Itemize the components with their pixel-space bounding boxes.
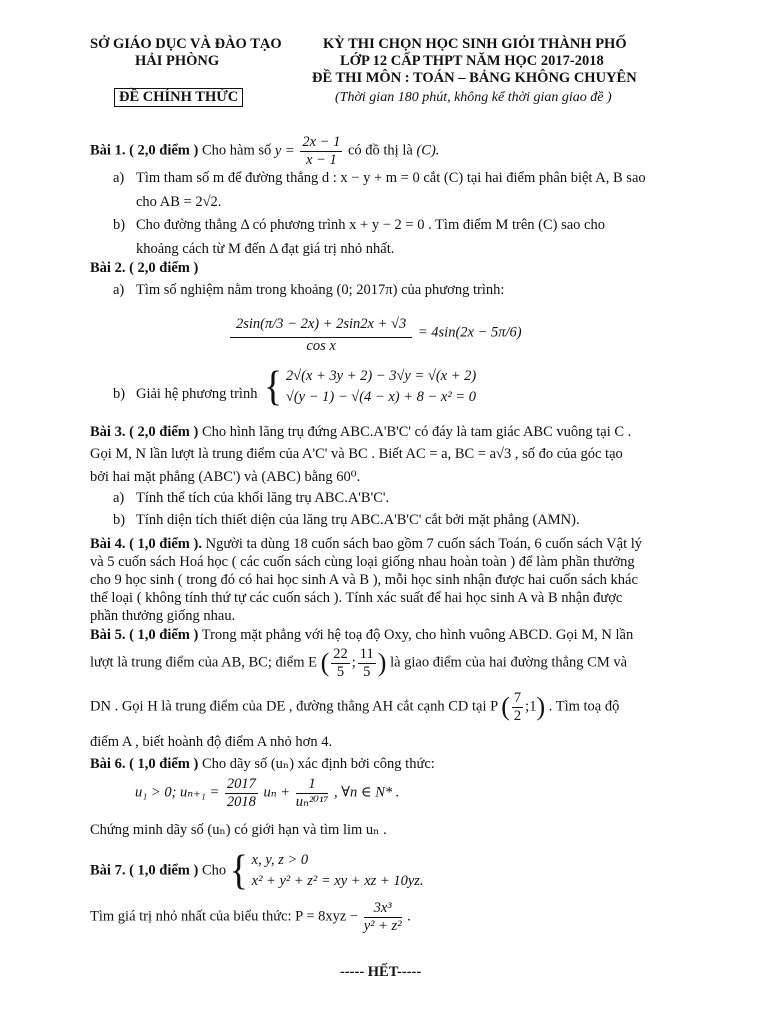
exam-grade: LỚP 12 CẤP THPT NĂM HỌC 2017-2018 xyxy=(340,53,604,69)
expression-numerator: 3x³ xyxy=(364,900,402,918)
system-eq-2: √(y − 1) − √(4 − x) + 8 − x² = 0 xyxy=(285,389,476,406)
problem-3a-text: Tính thể tích của khối lăng trụ ABC.A'B'C'. xyxy=(136,490,390,506)
problem-3-line3: bởi hai mặt phẳng (ABC') và (ABC) bằng 60⁰. xyxy=(90,469,361,485)
formula-end: , ∀n ∈ N* . xyxy=(334,784,400,801)
expression-denominator: y² + z² xyxy=(363,917,402,934)
problem-2a-label: a) xyxy=(113,282,125,298)
problem-1a-line1: Tìm tham số m để đường thẳng d : x − y + m = 0 cắt (C) tại hai điểm phân biệt A, B sao xyxy=(136,170,646,186)
problem-3-text-1: Cho hình lăng trụ đứng ABC.A'B'C' có đáy là tam giác ABC vuông tại C . xyxy=(201,424,632,440)
problem-5-text-2b: là giao điểm của hai đường thẳng CM và xyxy=(390,654,628,671)
formula-frac-den: 2018 xyxy=(226,793,256,810)
point-e-y-den: 5 xyxy=(363,663,371,680)
problem-4-line1 xyxy=(90,536,642,553)
problem-5-line1 xyxy=(90,627,633,644)
problem-1a-label: a) xyxy=(113,170,125,186)
problem-1-intro-end: có đồ thị là xyxy=(347,142,413,159)
point-p-x-den: 2 xyxy=(513,707,522,724)
formula-frac2-den: uₙ²⁰¹⁷ xyxy=(295,793,329,810)
problem-1-intro-text: Cho hàm số xyxy=(201,142,272,159)
problem-7-ask-text: Tìm giá trị nhỏ nhất của biểu thức: P = 8xyz − xyxy=(90,908,359,925)
equation-numerator: 2sin(π/3 − 2x) + 2sin2x + √3 xyxy=(230,312,412,338)
department-city: HẢI PHÒNG xyxy=(135,53,220,69)
formula-frac2-num: 1 xyxy=(296,776,329,794)
problem-5-text-3a: DN . Gọi H là trung điểm của DE , đường thẳng AH cắt cạnh CD tại P xyxy=(90,698,498,715)
problem-5-text-3b: . Tìm toạ độ xyxy=(548,698,620,715)
problem-6-line1 xyxy=(90,756,435,773)
problem-6-intro: Cho dãy số (uₙ) xác định bởi công thức: xyxy=(201,756,435,772)
problem-3-line2: Gọi M, N lần lượt là trung điểm của A'C' và BC . Biết AC = a, BC = a√3 , số đo của góc tạo xyxy=(90,446,623,462)
problem-1b-label: b) xyxy=(113,217,126,233)
problem-5-line4: điểm A , biết hoành độ điểm A nhỏ hơn 4. xyxy=(90,734,333,750)
point-e-y-num: 11 xyxy=(359,646,374,662)
problem-4-line3: cho 9 học sinh ( trong đó có hai học sinh A và B ), mỗi học sinh nhận được hai cuốn sách khác xyxy=(90,572,638,588)
problem-1a-line2: cho AB = 2√2. xyxy=(136,194,222,210)
trig-equation xyxy=(228,312,522,354)
problem-2b-label: b) xyxy=(113,386,126,402)
problem-4-text-1: Người ta dùng 18 cuốn sách bao gồm 7 cuốn sách Toán, 6 cuốn sách Vật lý xyxy=(205,536,642,552)
problem-3-line1 xyxy=(90,424,631,441)
problem-5-line2: lượt là trung điểm của AB, BC; điểm E ( $\frac{22}{5}$ ; $\frac{11}{5}$ ) là giao điểm của hai đường thẳng CM và xyxy=(90,646,628,680)
problem-3b-text: Tính diện tích thiết diện của lăng trụ ABC.A'B'C' cắt bởi mặt phẳng (AMN). xyxy=(136,512,580,528)
problem-4-line2: và 5 cuốn sách Hoá học ( các cuốn sách cùng loại giống nhau hoàn toàn ) để làm phần thưởng xyxy=(90,554,635,570)
formula-lhs: u₁ > 0; uₙ₊₁ = xyxy=(135,784,220,801)
condition-1: x, y, z > 0 xyxy=(251,852,309,868)
problem-1-heading: Bài 1. ( 2,0 điểm ) xyxy=(90,142,199,159)
problem-7-line1: Bài 7. ( 1,0 điểm ) Cho { x, y, z > 0 x² + y² + z² = xy + xz + 10yz. xyxy=(90,847,424,895)
point-e-x-den: 5 xyxy=(336,663,345,680)
problem-4-heading: Bài 4. ( 1,0 điểm ). xyxy=(90,536,202,552)
problem-4-line4: thể loại ( không tính thứ tự các cuốn sách ). Tính xác suất để hai học sinh A và B nhận được xyxy=(90,590,623,606)
problem-2-heading: Bài 2. ( 2,0 điểm ) xyxy=(90,260,199,276)
condition-2: x² + y² + z² = xy + xz + 10yz. xyxy=(251,873,424,890)
exam-subject: ĐỀ THI MÔN : TOÁN – BẢNG KHÔNG CHUYÊN xyxy=(312,70,637,86)
problem-6-heading: Bài 6. ( 1,0 điểm ) xyxy=(90,756,199,772)
function-formula: y = $\frac{2x - 1}{x - 1}$ xyxy=(274,134,341,168)
system-eq-1: 2√(x + 3y + 2) − 3√y = √(x + 2) xyxy=(285,368,477,384)
sequence-formula xyxy=(135,776,399,810)
problem-5-line3: DN . Gọi H là trung điểm của DE , đường thẳng AH cắt cạnh CD tại P ( $\frac{7}{2}$ ;1) . Tìm toạ độ xyxy=(90,690,620,724)
problem-7-intro: Cho xyxy=(201,862,227,879)
problem-3b-label: b) xyxy=(113,512,126,528)
point-p-x-num: 7 xyxy=(513,690,522,706)
problem-1b-line1: Cho đường thẳng Δ có phương trình x + y − 2 = 0 . Tìm điểm M trên (C) sao cho xyxy=(136,217,605,233)
exam-title: KỲ THI CHỌN HỌC SINH GIỎI THÀNH PHỐ xyxy=(323,36,627,52)
problem-7-ask-end: . xyxy=(407,908,411,925)
problem-1-intro: Bài 1. ( 2,0 điểm ) Cho hàm số y = $\frac{2x - 1}{x - 1}$ có đồ thị là (C). xyxy=(90,134,440,168)
point-p-y: 1 xyxy=(529,698,537,715)
exam-time: (Thời gian 180 phút, không kể thời gian giao đề ) xyxy=(335,90,612,105)
problem-6-conclusion: Chứng minh dãy số (uₙ) có giới hạn và tìm lim uₙ . xyxy=(90,822,387,838)
point-e-x-num: 22 xyxy=(333,646,348,662)
equation-denominator: cos x xyxy=(306,337,336,354)
problem-2a-text: Tìm số nghiệm nằm trong khoảng (0; 2017π) của phương trình: xyxy=(136,282,505,298)
equation-system: { 2√(x + 3y + 2) − 3√y = √(x + 2) √(y − 1) − √(4 − x) + 8 − x² = 0 xyxy=(264,363,477,411)
problem-5-text-1: Trong mặt phẳng với hệ toạ độ Oxy, cho hình vuông ABCD. Gọi M, N lần xyxy=(201,627,634,643)
problem-7-heading: Bài 7. ( 1,0 điểm ) xyxy=(90,862,199,879)
problem-5-heading: Bài 5. ( 1,0 điểm ) xyxy=(90,627,199,643)
problem-7-ask xyxy=(90,900,411,934)
formula-frac-num: 2017 xyxy=(226,776,256,792)
official-stamp: ĐỀ CHÍNH THỨC xyxy=(114,88,243,107)
problem-4-line5: phần thưởng giống nhau. xyxy=(90,608,236,624)
problem-3-heading: Bài 3. ( 2,0 điểm ) xyxy=(90,424,199,440)
problem-2b-text: Giải hệ phương trình xyxy=(136,386,258,402)
department-name: SỞ GIÁO DỤC VÀ ĐÀO TẠO xyxy=(90,36,282,52)
end-marker: ----- HẾT----- xyxy=(340,964,422,980)
formula-mid: uₙ + xyxy=(263,784,291,801)
problem-1b-line2: khoảng cách từ M đến Δ đạt giá trị nhỏ nhất. xyxy=(136,241,395,257)
equation-rhs: = 4sin(2x − 5π/6) xyxy=(417,324,522,341)
problem-3a-label: a) xyxy=(113,490,125,506)
problem-5-text-2a: lượt là trung điểm của AB, BC; điểm E xyxy=(90,654,317,671)
